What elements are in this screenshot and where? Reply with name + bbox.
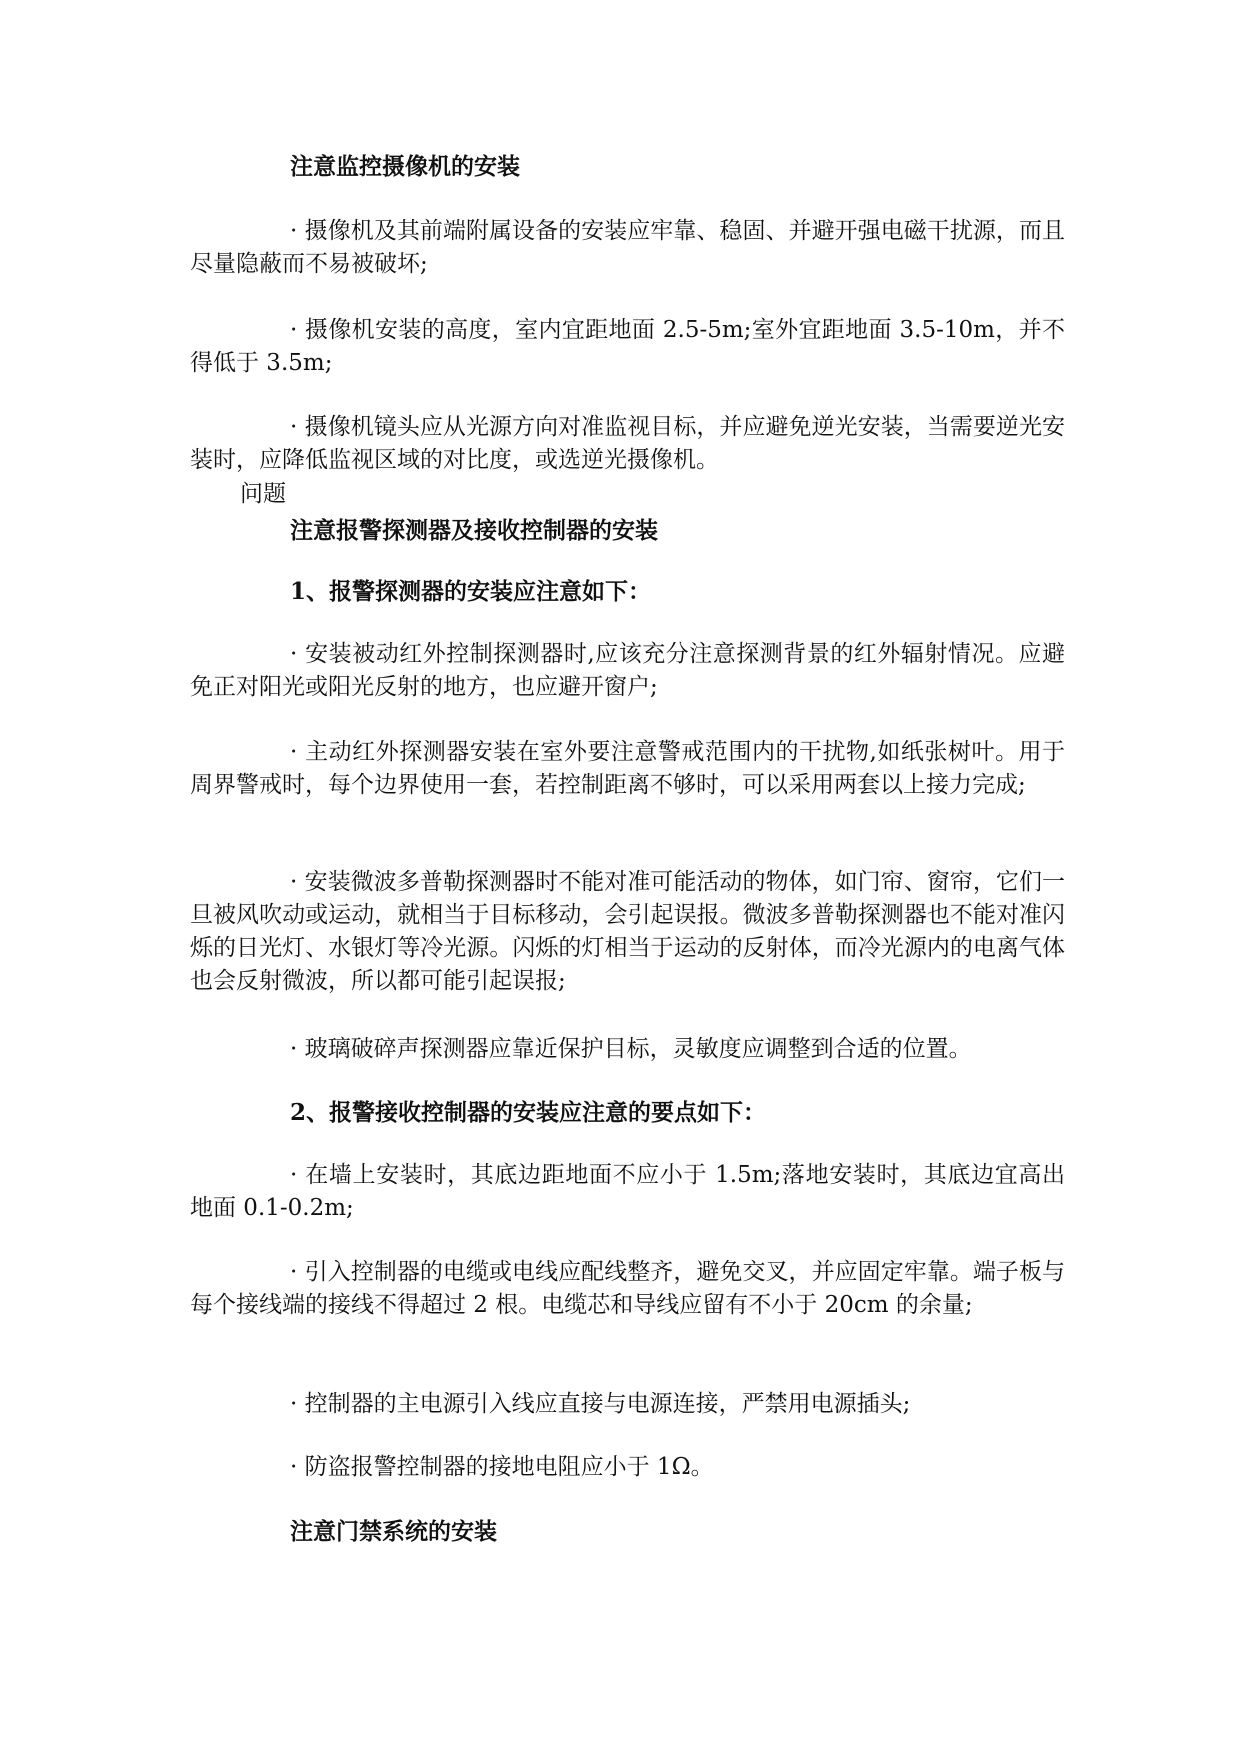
paragraph [190,638,1065,704]
paragraph [190,314,1065,380]
paragraph-text: · 安装微波多普勒探测器时不能对准可能活动的物体，如门帘、窗帘，它们一旦被风吹动或运动，就相当于目标移动，会引起误报。微波多普勒探测器也不能对准闪烁的日光灯、水银灯等冷光源。闪烁的灯相当于运动的反射体，而冷光源内的电离气体也会反射微波，所以都可能引起误报; [190,869,1065,994]
paragraph [190,1033,1065,1066]
paragraph-text: · 引入控制器的电缆或电线应配线整齐，避免交叉，并应固定牢靠。端子板与每个接线端的接线不得超过 2 根。电缆芯和导线应留有不小于 20cm 的余量; [190,1259,1065,1318]
heading-camera-install: 注意监控摄像机的安装 [290,153,520,180]
paragraph [190,215,1065,281]
subheading-controller: 2、报警接收控制器的安装应注意的要点如下： [290,1099,767,1126]
heading-access-control: 注意门禁系统的安装 [290,1518,497,1545]
heading-alarm-install: 注意报警探测器及接收控制器的安装 [290,517,658,544]
note-text: 问题 [240,481,286,507]
paragraph-text: · 摄像机及其前端附属设备的安装应牢靠、稳固、并避开强电磁干扰源，而且尽量隐蔽而不易被破坏; [190,218,1065,277]
paragraph [190,1451,1065,1484]
paragraph-text: · 控制器的主电源引入线应直接与电源连接，严禁用电源插头; [290,1391,911,1417]
paragraph-text: · 安装被动红外控制探测器时,应该充分注意探测背景的红外辐射情况。应避免正对阳光或阳光反射的地方，也应避开窗户; [190,641,1065,700]
paragraph [190,1256,1065,1322]
paragraph-text: · 主动红外探测器安装在室外要注意警戒范围内的干扰物,如纸张树叶。用于周界警戒时，每个边界使用一套，若控制距离不够时，可以采用两套以上接力完成; [190,739,1065,798]
paragraph-text: · 摄像机安装的高度，室内宜距地面 2.5-5m;室外宜距地面 3.5-10m，并不得低于 3.5m; [190,317,1065,376]
paragraph [190,1388,1065,1421]
paragraph-text: · 摄像机镜头应从光源方向对准监视目标，并应避免逆光安装，当需要逆光安装时，应降低监视区域的对比度，或选逆光摄像机。 [190,414,1065,473]
paragraph [190,866,1065,998]
subheading-detector: 1、报警探测器的安装应注意如下： [290,578,652,605]
paragraph-text: · 在墙上安装时，其底边距地面不应小于 1.5m;落地安装时，其底边宜高出地面 0.1-0.2m; [190,1162,1065,1221]
paragraph [190,736,1065,802]
paragraph-text: · 防盗报警控制器的接地电阻应小于 1Ω。 [290,1454,714,1480]
paragraph [190,411,1065,477]
paragraph-text: · 玻璃破碎声探测器应靠近保护目标，灵敏度应调整到合适的位置。 [290,1036,972,1062]
paragraph [190,1159,1065,1225]
